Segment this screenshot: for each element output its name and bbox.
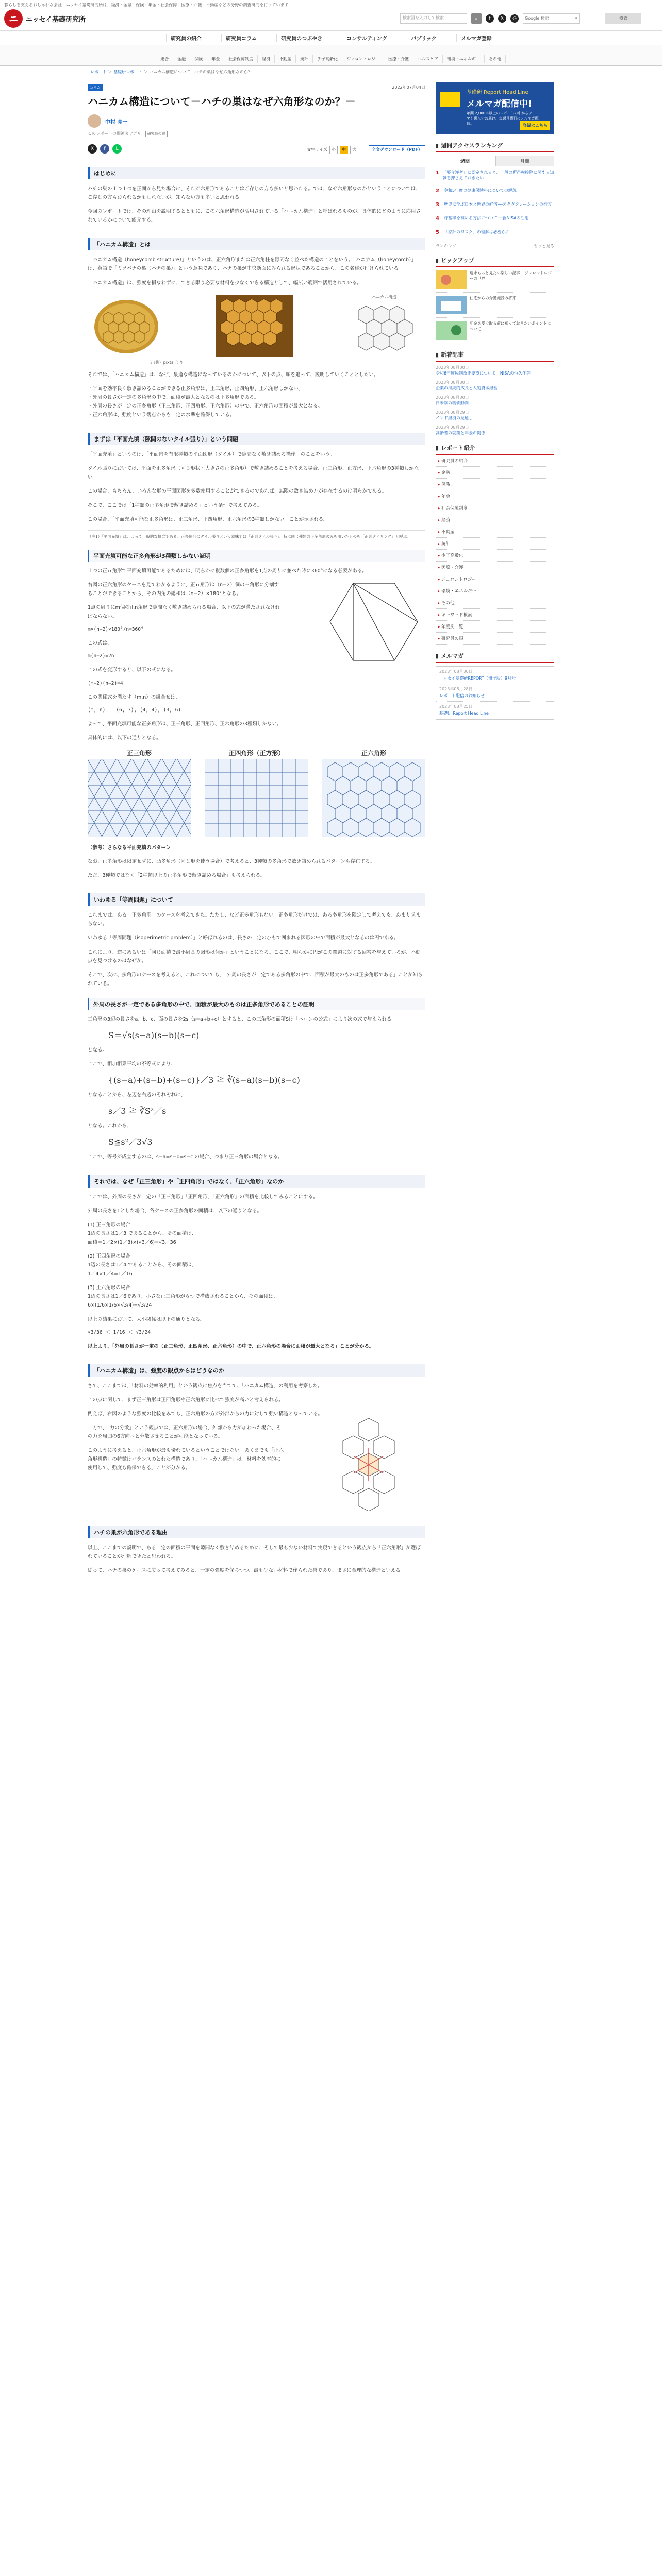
ranking-footer-label: ランキング [436,244,456,249]
section-heading: まずは「平面充填（隙間のないタイル張り）」という問題 [88,433,425,445]
rank-title: 歴史に学ぶ日本と世界の経済──スタグフレーションの行方 [444,202,552,207]
report-category-link[interactable]: ▸ 経済 [436,514,554,526]
ranking-icon: ▮ [436,142,439,149]
section-heading: 「ハニカム構造」とは [88,238,425,250]
paragraph: この場合、「平面充填可能な正多角形は、正三角形、正四角形、正六角形の3種類しかない」ことが示される。 [88,516,328,522]
page-body [0,78,662,1575]
font-size-medium[interactable]: 中 [340,146,348,154]
pickup-thumbnail [436,321,467,340]
category-item[interactable]: 保険 [190,55,207,63]
news-date: 2023年08月29日 [436,410,469,415]
category-item[interactable]: ヘルスケア [413,55,443,63]
breadcrumb-path[interactable]: 基礎研レポート [113,70,143,74]
paragraph: （参考）さらなる平面充填のパターン [88,845,171,851]
figure-label: ハニカム構造 [372,294,396,299]
pickup-item[interactable] [436,318,554,343]
article-date: 2022年07月04日 [392,85,425,90]
author-name[interactable]: 中村 亮一 [105,119,128,125]
paragraph: 1点の周りにm個の正n角形で隙間なく敷き詰められる場合、以下の式が満たされなければならない。 [88,604,280,620]
pickup-title: ピックアップ [441,257,474,264]
section-heading: はじめに [88,167,425,179]
paragraph: なお、正多角形は限定せずに、凸多角形（同じ形を使う場合）で考えると、3種類の多角形で敷き詰められるパターンも存在する。 [88,859,375,865]
report-category-link[interactable]: ▸ 金融 [436,467,554,479]
search-icon[interactable]: ⌕ [471,13,482,24]
paragraph: これまでは、ある「正多角形」のケースを考えてきた。ただし、など正多角形もない。正多角形だけでは、ある多角形を限定して考えても、あまり求まらない。 [88,912,421,927]
rank-number: 1 [436,170,439,176]
ranking-item[interactable] [436,198,554,212]
proof-text [88,575,284,688]
category-item[interactable]: 少子高齢化 [313,55,342,63]
tab-monthly[interactable]: 月間 [495,156,554,166]
x-share-icon[interactable]: X [88,144,97,154]
paragraph: この式を変形すると、以下の式になる。 [88,667,176,673]
paragraph: ハチの巣の１つ１つを正面から見た場合に、それが六角形であることはご存じの方も多いと思われる。では、なぜ六角形なのかということについては、ご存じの方もおられるかもしれないが、知らない方も多いと思われる。 [88,186,421,201]
font-size-control [307,145,425,154]
category-item[interactable]: その他 [485,55,506,63]
paragraph: この式は、 [88,640,112,647]
section-heading: 「ハニカム構造」は、強度の観点からはどうなのか [88,1364,425,1377]
report-category-link[interactable]: ▸ 不動産 [436,526,554,538]
paragraph: 「ハニカム構造」は、強度を損なわずに、できる限り必要な材料を少なくできる構造として、幅広い範囲で活用されている。 [88,280,362,286]
ranking-heading [436,141,554,152]
paragraph: ここでは、外周の長さが一定の「正三角形」「正四角形」「正六角形」の面積を比較してみることにする。 [88,1194,318,1200]
pickup-text: 週末もっと見たい楽しい記事──ジェロントロジーの世界 [470,270,552,281]
paragraph: 今回のレポートでは、その理由を説明するとともに、この六角形構造が活用されている「ハニカム構造」と呼ばれるものが、具体的にどのように応用されているかについて紹介する。 [88,209,421,224]
paragraph: となる。これから、 [88,1123,132,1129]
nav-newsletter[interactable]: メルマガ登録 [456,34,496,42]
report-heading [436,444,554,455]
paragraph: そこで、次に、多角形のケースを考えると、これについても、「外周の長さが一定である多角形の中で、面積が最大のものは正多角形である」ことが知られている。 [88,972,423,987]
report-category-link[interactable]: ▸ 統計 [436,538,554,550]
paragraph: ここで、等号が成立するのは、s−a=s−b=s−c の場合、つまり正三角形の場合となる。 [88,1154,283,1160]
category-item[interactable]: ジェロントロジー [342,55,384,63]
article [88,82,425,1575]
search-input[interactable]: 検索語を入力して検索 [400,13,467,24]
site-tagline: 暮らしを支えるおしゃれな会社 ニッセイ基礎研究所は、経済・金融・保険・年金・社会保障・医療・介護・不動産などの分野の調査研究を行っています [4,3,289,7]
tiling-triangle [88,749,191,838]
newsletter-date: 2023年08月30日 [439,669,473,674]
logo-text: ニッセイ基礎研究所 [26,15,86,24]
news-heading [436,350,554,362]
rank-number: 2 [436,188,439,194]
paragraph: 例えば、右図のような強度の比較をみても、正六角形の方が外部からの力に対して強い構造となっている。 [88,1411,323,1417]
inequality: s／3 ≧ ∛S²／s [108,1106,167,1116]
paragraph: 「平面充填」というのは、「平面内を有限種類の平面図形（タイル）で隙間なく敷き詰める操作」のことをいう。 [88,452,335,458]
report-category-link[interactable]: ▸ 社会保障制度 [436,502,554,514]
article-meta [88,84,425,91]
site-logo[interactable] [4,9,86,28]
paragraph: ここで、相加相乗平均の不等式により、 [88,1061,176,1067]
tiling-figures [88,749,425,838]
news-date: 2023年08月30日 [436,365,469,370]
paragraph: 外周の長さを1とした場合、各ケースの正多角形の面積は、以下の通りとなる。 [88,1208,262,1214]
line-share-icon[interactable]: L [112,144,122,154]
report-category-link[interactable]: ▸ 環境・エネルギー [436,585,554,597]
inequality: S≦s²／3√3 [108,1137,153,1147]
category-item[interactable]: 不動産 [275,55,296,63]
news-link[interactable]: 企業の持続的成長と人的資本経営 [436,386,498,391]
nav-public[interactable]: パブリック [407,34,441,42]
report-category-link[interactable]: ▸ 研究員の眼 [436,633,554,645]
ranking-title: 週間アクセスランキング [441,142,503,149]
paragraph: これにより、逆にあるいは「同じ面積で最小周長の図形は何か」ということになる。ここで、明らかに円がこの問題に対する回答を与えているが、不動点を見つけるのはなぜか。 [88,949,421,964]
nav-consulting[interactable]: コンサルティング [342,34,391,42]
category-badge[interactable]: コラム [88,84,103,91]
breadcrumb: レポート ＞ 基礎研レポート ＞ ハニカム構造について－ハチの巣はなぜ六角形なのか？－ [0,66,662,78]
report-category-link[interactable]: ▸ 研究員の紹介 [436,455,554,467]
tiling-label: 正四角形（正方形） [228,750,285,757]
bullet-list: ・平面を効率良く敷き詰めることができる正多角形は、正三角形、正四角形、正六角形しかない。 ・外周の長さが一定の多角形の中で、面積が最大となるのは正多角形である。 ・外周の長さが一定の正多角形（正三角形、正四角形、正六角形）の中で、正六角形の面積が最大となる。 ・正六角形は、強度という観点からも一定の水準を確保している。 [88,385,323,418]
pdf-download-button[interactable]: 全文ダウンロード（PDF） [369,145,425,154]
paragraph: いわゆる「等周問題（isoperimetric problem）」と呼ばれるのは、長さの一定のひもで囲まれる図形の中で面積が最大となるのは円である。 [88,935,399,941]
strength-block [88,1418,425,1513]
nav-columns[interactable]: 研究員コラム [221,34,261,42]
section-heading: いわゆる「等周問題」について [88,893,425,906]
rank-number: 3 [436,202,439,208]
paragraph: 以上の結果において、大小関係は以下の通りとなる。 [88,1316,205,1323]
breadcrumb-current: ハニカム構造について－ハチの巣はなぜ六角形なのか？－ [149,70,257,74]
news-link[interactable]: インド経済の見通し [436,416,473,421]
heron-formula: S＝√s(s−a)(s−b)(s−c) [108,1030,200,1041]
newsletter-date: 2023年08月28日 [439,687,473,692]
force-distribution-figure [322,1418,425,1513]
section-heading: ハチの巣が六角形である理由 [88,1526,425,1538]
pickup-text: 年金を受け取る前に知っておきたいポイントについて [470,321,551,331]
pickup-thumbnail [436,270,467,289]
ranking-item[interactable] [436,166,554,184]
newsletter-heading [436,652,554,663]
area-hexagon: (3) 正六角形の場合 1辺の長さは1／6であり、小さな正三角形が６つで構成されることから、その面積は、 6×(1/6×1/6×√3/4)=√3/24 [88,1285,278,1309]
newsletter-title: メルマガ [441,653,464,660]
report-icon: ▮ [436,444,439,451]
report-category-link[interactable]: ▸ 少子高齢化 [436,550,554,562]
category-item[interactable]: 経済 [258,55,275,63]
paragraph: この点に関して、まず正三角形は正四角形や正六角形に比べて強度が高いと考えられる。 [88,1397,284,1403]
rank-title: 令和5年度の健康保険料についての解説 [444,188,517,193]
report-title: レポート紹介 [441,445,475,452]
rank-title: 「家計のリスク」の理解は必要か？ [444,230,510,235]
google-search-button[interactable]: 検索 [605,13,641,24]
banner-subtitle: 基礎研 Report Head Line [467,90,528,95]
comparison: √3/36 ＜ 1/16 ＜ √3/24 [88,1329,151,1335]
report-category-link[interactable]: ▸ キーワード検索 [436,609,554,621]
news-title: 新着記事 [441,351,464,359]
report-category-link[interactable]: ▸ 医療・介護 [436,562,554,573]
hexagon-triangulation-figure [322,575,425,688]
ranking-item[interactable] [436,184,554,198]
subsection-heading: 平面充填可能な正多角形が3種類しかない証明 [88,550,425,562]
news-link[interactable]: 令和6年度税制改正要望について「NISAの恒久化等」 [436,371,535,376]
newsletter-register-button[interactable]: 登録はこちら [520,121,550,130]
related-tag[interactable]: 研究員の眼 [145,131,168,137]
rank-title: 貯蓄率を高める方法について──新NISAの活用 [444,216,529,221]
equation: m(n−2)=2n [88,653,114,659]
pickup-icon: ▮ [436,257,439,264]
section-heading: それでは、なぜ「正三角形」や「正四角形」ではなく、「正六角形」なのか [88,1175,425,1188]
news-date: 2023年08月30日 [436,395,469,400]
tiling-square [205,749,308,838]
newsletter-date: 2023年08月25日 [439,704,473,709]
am-gm-inequality: {(s−a)+(s−b)+(s−c)}／3 ≧ ∛(s−a)(s−b)(s−c) [108,1075,300,1086]
ranking-item[interactable] [436,212,554,226]
equation: m×(n−2)×180°/n=360° [88,626,144,633]
instagram-icon[interactable]: ◎ [510,14,519,23]
tiling-label: 正六角形 [361,750,386,757]
area-square: (2) 正四角形の場合 1辺の長さは1／4 であることから、その面積は、 1／4×1／4=1／16 [88,1253,197,1277]
related-categories [88,131,425,137]
newsletter-list [436,666,554,720]
search-icon: ⌕ [575,15,577,20]
pickup-heading [436,256,554,267]
pickup-item[interactable] [436,293,554,318]
report-category-link[interactable]: ▸ 年金 [436,490,554,502]
honeycomb-photo-1 [88,295,165,358]
paragraph: 三角形の3辺の長さをa、b、c、面の長さを2s（s=a+b+c）とすると、この三角形の面積Sは「ヘロンの公式」により次の式で与えられる。 [88,1016,397,1022]
paragraph: 以上より、「外周の長さが一定の（正三角形、正四角形、正六角形）の中で、正六角形の場合に面積が最大となる」ことが分かる。 [88,1343,374,1349]
category-item[interactable]: 環境・エネルギー [443,55,485,63]
news-link[interactable]: 高齢者の就業と年金の関係 [436,431,485,436]
main-nav [0,31,662,45]
report-category-link[interactable]: ▸ ジェロントロジー [436,573,554,585]
strength-text [88,1418,284,1513]
category-item[interactable]: 総合 [156,55,173,63]
newsletter-icon: ▮ [436,652,439,659]
newsletter-link[interactable]: 基礎研 Report Head Line [436,709,554,719]
x-icon[interactable]: X [498,14,506,23]
area-triangle: (1) 正三角形の場合 1辺の長さは1／3 であることから、その面積は、 面積＝1／2×(1／3)×(√3／6)=√3／36 [88,1222,197,1245]
tiling-label: 正三角形 [126,750,152,757]
breadcrumb-home[interactable]: レポート [90,70,107,74]
newsletter-link[interactable]: ニッセイ基礎研REPORT（冊子版）9月号 [436,674,554,684]
category-item[interactable]: 統計 [296,55,313,63]
nav-researchers[interactable]: 研究員の紹介 [166,34,206,42]
nav-tweets[interactable]: 研究員のつぶやき [276,34,326,42]
newsletter-banner[interactable] [436,82,554,134]
footnote: （注1）「平面充填」は、よって一般的な概念である。正多角形のタイル張りという意味では「正則タイル張り」、特に同じ種類の正多角形のみを用いたものを「正則タイリング」と呼ぶ。 [88,530,425,540]
paragraph: さて、ここまでは、「材料の効率的利用」という観点に焦点を当てて、「ハニカム構造」の利用を考察した。 [88,1383,323,1389]
ranking-tabs [436,156,554,166]
equation: (m, n) ＝ (6, 3), (4, 4), (3, 6) [88,707,181,713]
news-icon: ▮ [436,351,439,358]
logo-mark-icon: ニ [4,9,23,28]
category-nav [0,45,662,66]
paragraph: 右図の正六角形のケースを見てわかるように、正ｎ角形は（n−2）個の三角形に分割することができることから、その内角の総和は（n−2）×180°となる。 [88,582,279,597]
paragraph: 以上、ここまでの説明で、ある一定の面積の平面を隙間なく敷き詰めるために、そして最も少ない材料で実現できるという観点から「正六角形」が選ばれていることが理解できたと思われる。 [88,1545,421,1560]
ranking-footer [436,243,554,249]
related-label: このレポートの関連カテゴリ [88,131,141,136]
ranking-item[interactable] [436,226,554,240]
banner-title: メルマガ配信中! [467,99,532,109]
header-tools [400,13,580,24]
font-size-large[interactable]: 大 [350,146,358,154]
font-size-small[interactable]: 小 [329,146,338,154]
banner-desc: 年間 2,000本以上のレポートの中からテーマを選んでお届け。毎週月曜日にメルマガ配信。 [467,111,539,126]
ranking-more-link[interactable]: もっと見る [534,244,554,249]
report-category-link[interactable]: ▸ その他 [436,597,554,609]
pickup-text: 住宅からの介護施設の将来 [470,296,516,301]
font-size-label: 文字サイズ [307,147,328,152]
rank-number: 4 [436,216,439,222]
paragraph: 従って、ハチの巣のケースに戻って考えてみると、一定の強度を保ちつつ、最も少ない材料で作られた巣であり、まさに合理的な構造といえる。 [88,1568,406,1574]
image-caption: （出典）pixta より [146,360,184,365]
facebook-icon[interactable]: f [486,14,494,23]
report-category-link[interactable]: ▸ 保険 [436,479,554,490]
equation: (m−2)(n−2)=4 [88,680,123,686]
report-category-list [436,455,554,645]
paragraph: それでは、「ハニカム構造」は、なぜ、最適な構造になっているのかについて、以下の点、順を追って、説明していくこととしたい。 [88,371,379,378]
pickup-thumbnail [436,296,467,314]
honeycomb-figures [88,293,425,358]
news-date: 2023年08月30日 [436,380,469,385]
honeycomb-structure-figure [343,293,425,358]
pickup-item[interactable] [436,267,554,293]
category-item[interactable]: 医療・介護 [384,55,413,63]
paragraph: 具体的には、以下の通りとなる。 [88,735,161,741]
paragraph: よって、平面充填可能な正多角形は、正三角形、正四角形、正六角形の3種類しかない。 [88,721,282,727]
paragraph: この場合、もちろん、いろんな形の平面図形を多数使用することができるのであれば、無限の敷き詰め方が存在するのは明らかである。 [88,488,387,495]
newsletter-link[interactable]: レポート配信のお知らせ [436,692,554,702]
envelope-icon [440,92,460,107]
paragraph: 一方で、「力の分散」という観点では、正六角形の場合、外部から力が加わった場合、その力を周囲の6方向へと分散させることが可能となっている。 [88,1425,281,1440]
paragraph: このように考えると、正六角形が最も優れているということではない。あくまでも「正六角形構造」の特徴はバランスのとれた構造であり、「ハニカム構造」は「材料を効率的に使用して、強度も確保できる」ことが分かる。 [88,1448,284,1471]
news-link[interactable]: 日米欧の物価動向 [436,401,469,406]
author-block [88,114,425,128]
sidebar [436,82,554,1575]
proof-block [88,575,425,688]
google-search-input[interactable] [523,13,580,24]
category-item[interactable]: 社会保障制度 [224,55,258,63]
top-header [0,0,662,31]
report-category-link[interactable]: ▸ 年度別一覧 [436,621,554,633]
paragraph: タイル張りにおいては、平面を正多角形（同じ形状・大きさの正多角形）で敷き詰めることを考える場合、正三角形、正方形、正六角形の3種類しかない。 [88,466,419,481]
tab-weekly[interactable]: 週間 [436,156,494,166]
facebook-share-icon[interactable]: f [100,144,109,154]
page-title: ハニカム構造について－ハチの巣はなぜ六角形なのか？－ [88,95,356,108]
paragraph: となることから、左辺を右辺のそれぞれに、 [88,1092,186,1098]
google-label: Google 検索 [525,16,549,21]
subsection-heading: 外周の長さが一定である多角形の中で、面積が最大のものは正多角形であることの証明 [88,998,425,1010]
tiling-hexagon [322,749,425,838]
news-date: 2023年08月29日 [436,425,469,430]
category-item[interactable]: 金融 [173,55,190,63]
paragraph: そこで、ここでは「1種類の正多角形で敷き詰める」という条件で考えてみる。 [88,502,262,509]
paragraph: ただ、3種類ではなく「2種類以上の正多角形で敷き詰める場合」も考えられる。 [88,873,266,879]
category-item[interactable]: 年金 [207,55,224,63]
paragraph: となる。 [88,1047,108,1054]
avatar[interactable] [88,114,101,128]
paragraph: 「ハニカム構造（honeycomb structure）」というのは、正六角形または正六角柱を隙間なく並べた構造のことをいう。「ハニカム（honeycomb）」は、英語で「ミツバチの巣（ハチの巣）」という意味であり、ハチの巣が中央断面にみられる形状であることから、この名称が付けられている。 [88,257,417,272]
paragraph: １つの正ｎ角形で平面充填可能であるためには、明らかに複数個の正多角形を1点の周りに並べた時に360°になる必要がある。 [88,568,367,574]
paragraph: この関係式を満たす（m,n）の組合せは、 [88,694,180,700]
rank-title: 「要介護者」に認定されると、一般の所得税控除に関する知識を押さえておきたい [442,170,554,181]
rank-number: 5 [436,230,439,236]
honeycomb-photo-2 [216,295,293,358]
